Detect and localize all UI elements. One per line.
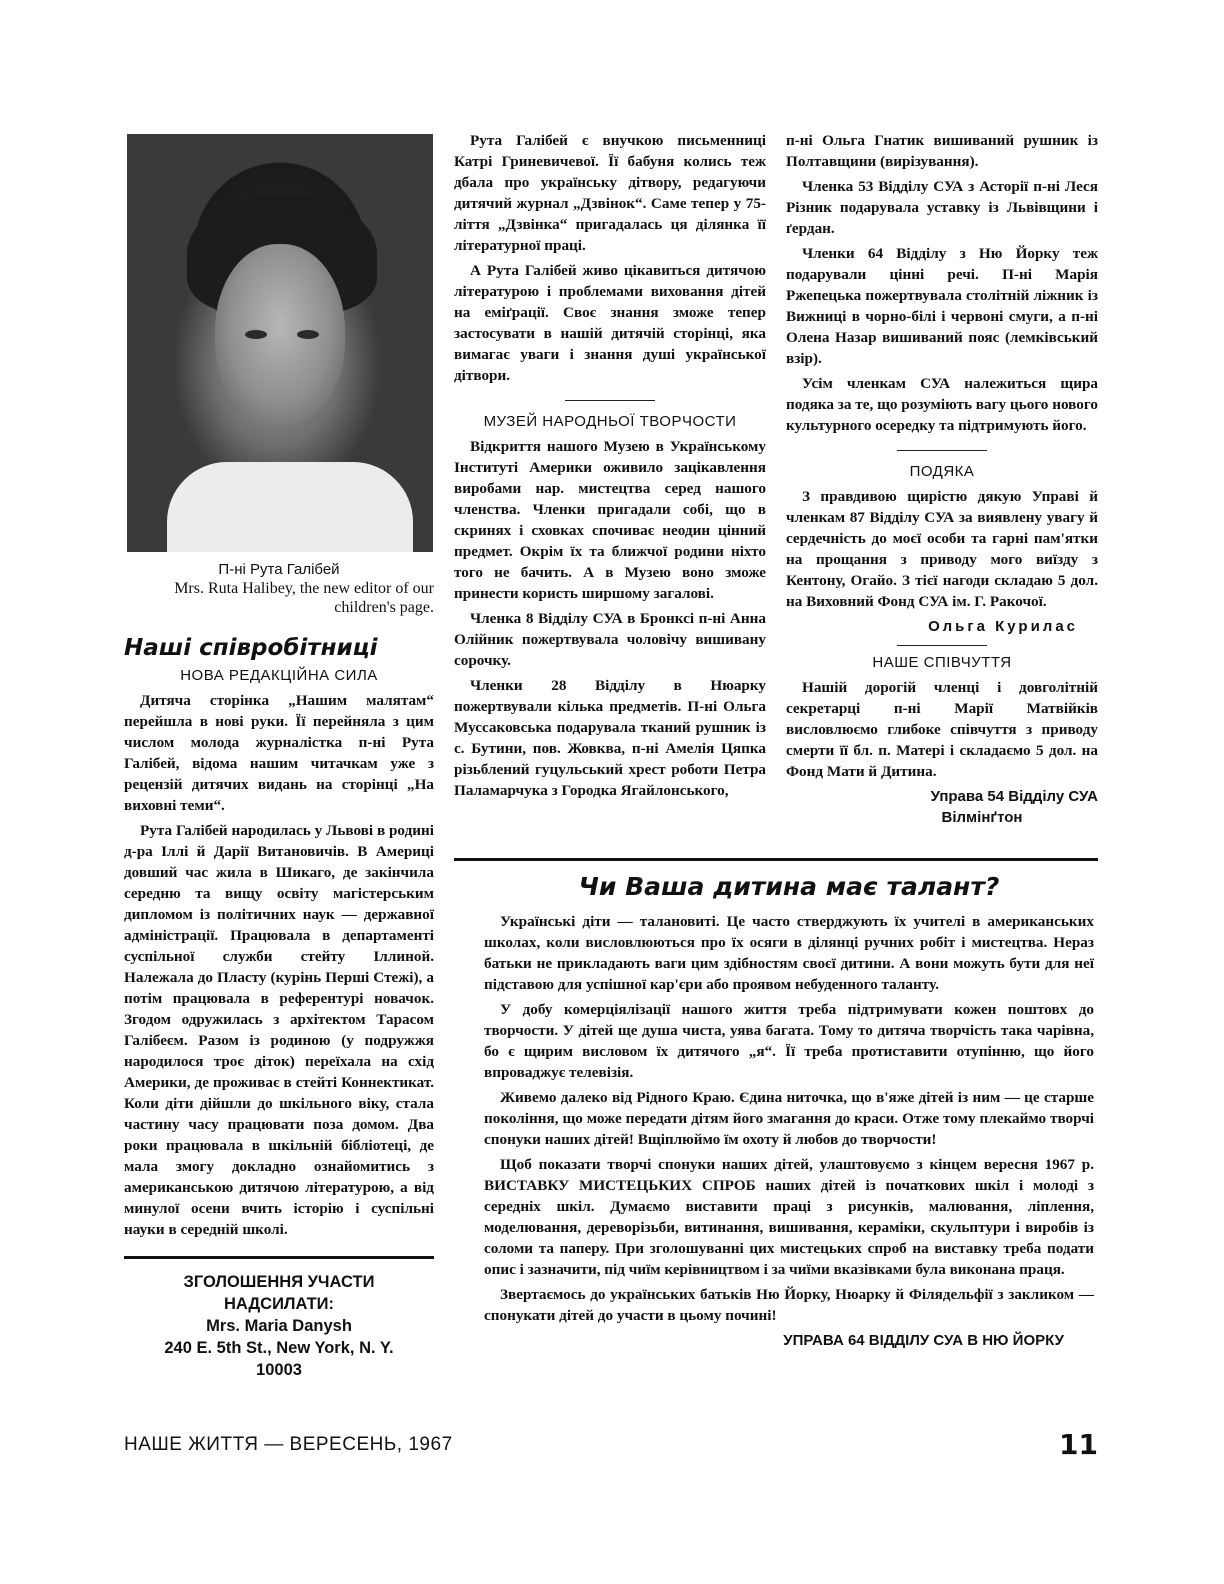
sympathy-signature: Управа 54 Відділу СУА <box>930 788 1098 805</box>
museum-title: МУЗЕЙ НАРОДНЬОЇ ТВОРЧОСТИ <box>483 413 737 430</box>
article-paragraph: Щоб показати творчі спонуки наших дітей, улаштовуємо з кінцем вересня 1967 р. ВИСТАВКУ МИСТЕЦЬКИХ СПРОБ наших дітей із початкових шкіл і молоді з середніх шкіл. Думаємо виставити праці з рисунків, малювання, ліплення, моделювання, дереворізьби, витинання, вишивання, кераміки, скульптури і виробів із соломи та паперу. При зголошуванні цих мистецьких спроб на виставку треба подати опис і зазначити, під чиїм керівництвом і за чиїми вказівками була виконана праця. <box>484 1156 1094 1278</box>
article-paragraph: п-ні Ольга Гнатик вишиваний рушник із Полтавщини (вирізування). <box>786 132 1098 170</box>
article-paragraph: Дитяча сторінка „Нашим малятам“ перейшла в нові руки. Її перейняла з цим числом молода журналістка п-ні Рута Галібей, відома нашим читачкам уже з рецензій дитячих видань на сторінці „На виховні теми“. <box>124 692 434 814</box>
column-right <box>786 130 1098 828</box>
article-paragraph: Членки 64 Відділу з Ню Йорку теж подарували цінні речі. П-ні Марія Ржепецька пожертвувала столітній ліжник із Вижниці в чорно-білі і червоні смуги, а п-ні Олена Назар вишиваний пояс (лемківський взір). <box>786 245 1098 367</box>
thanks-text: З правдивою щирістю дякую Управі й членкам 87 Відділу СУА за виявлену увагу й сердечність до моєї особи та гарні пам'ятки на прощання з приводу мого виїзду з Кентону, Огайо. З тієї нагоди складаю 5 дол. на Виховний Фонд СУА ім. Г. Ракочої. <box>786 488 1098 610</box>
section-title: Наші співробітниці <box>124 635 378 661</box>
notice-name: Mrs. Maria Danysh <box>206 1317 352 1335</box>
caption-en: Mrs. Ruta Halibey, the new editor of our children's page. <box>174 580 434 616</box>
article-paragraph: Рута Галібей є внучкою письменниці Катрі Гриневичевої. Її бабуня колись теж дбала про українську дітвору, редагуючи дитячий журнал „Дзвінок“. Саме тепер у 75-ліття „Дзвінка“ пригадалась ця ділянка її літературної праці. <box>454 132 766 254</box>
article-paragraph: У добу комерціялізації нашого життя треба підтримувати кожен поштовх до творчости. У дітей ще душа чиста, уява багата. Тому то дитяча творчість така чарівна, бо є щирим висловом їх дитячого „я“. Її треба протиставити отупінню, що його впроваджує телевізія. <box>484 1001 1094 1081</box>
thanks-title: ПОДЯКА <box>909 463 975 480</box>
article-paragraph: Членка 53 Відділу СУА з Асторії п-ні Леся Різник подарувала уставку із Львівщини і ґердан. <box>786 178 1098 237</box>
magazine-footer: НАШЕ ЖИТТЯ — ВЕРЕСЕНЬ, 1967 <box>124 1434 453 1455</box>
notice-line: ЗГОЛОШЕННЯ УЧАСТИ <box>183 1273 375 1291</box>
registration-notice <box>124 1271 434 1381</box>
article-paragraph: Відкриття нашого Музею в Українському Інституті Америки оживило зацікавлення виробами нар. мистецтва серед нашого членства. Членки пригадали собі, що в скринях і сховках спочиває неодин цінний предмет. Окрім їх та ближчої родини ніхто того не бачить. А в Музею воно зможе принести користь ширшому загалові. <box>454 438 766 602</box>
divider <box>565 400 655 401</box>
article-paragraph: Живемо далеко від Рідного Краю. Єдина ниточка, що в'яже дітей із ним — це старше покоління, що може передати дітям його змагання до краси. Отже тому плекаймо творчі спонуки наших дітей! Вщіплюймо їм охоту й любов до творчости! <box>484 1089 1094 1148</box>
article-paragraph: Усім членкам СУА належиться щира подяка за те, що розуміють вагу цього нового культурного осередку та підтримують його. <box>786 375 1098 434</box>
notice-zip: 10003 <box>256 1361 302 1379</box>
column-middle <box>454 130 766 805</box>
sympathy-title: НАШЕ СПІВЧУТТЯ <box>872 654 1012 671</box>
sympathy-text: Нашій дорогій членці і довголітній секретарці п-ні Марії Матвійків висловлюємо глибоке співчуття з приводу смерти її бл. п. Матері і складаємо 5 дол. на Фонд Мати й Дитина. <box>786 679 1098 780</box>
notice-address: 240 E. 5th St., New York, N. Y. <box>164 1339 394 1357</box>
photo-caption <box>124 560 434 617</box>
divider <box>897 645 987 646</box>
thanks-signature: Ольга Курилас <box>928 618 1078 635</box>
divider <box>124 1256 434 1259</box>
article-paragraph: Рута Галібей народилась у Львові в родині д-ра Іллі й Дарії Витановичів. В Америці довший час жила в Шикаго, де закінчила середню та вищу освіту магістерським дипломом із політичних наук — державної адміністрації. Працювала в департаменті суспільної служби стейту Іллиной. Належала до Пласту (курінь Перші Стежі), а потім працювала в референтурі новачок. Згодом одружилась з архітектом Тарасом Галібеєм. Разом із родиною (у подружжя народилося троє діток) переїхала на схід Америки, де проживає в стейті Коннектикат. Коли діти дійшли до шкільного віку, стала частину часу працювати поза домом. Два роки працювала в шкільній бібліотеці, де мала змогу докладно ознайомитись з американською дитячою літературою, а від минулої осени вчить історію і суспільні науки в середній школі. <box>124 822 434 1238</box>
portrait-photo <box>127 134 433 552</box>
horizontal-divider <box>454 858 1098 861</box>
article-paragraph: Українські діти — талановиті. Це часто стверджують їх учителі в американських школах, коли висловлюються про їх осяги в ділянці ручних робіт і мистецтва. Нераз батьки не прикладають ваги цим здібностям своєї дитини. А вони можуть бути для неї підставою для успішної кар'єри або проявом небуденного таланту. <box>484 913 1094 993</box>
column-left <box>124 130 434 1381</box>
divider <box>897 450 987 451</box>
page-number: 11 <box>1059 1428 1098 1461</box>
article-paragraph: Членка 8 Відділу СУА в Бронксі п-ні Анна Олійник пожертвувала чоловічу вишивану сорочку. <box>454 610 766 669</box>
notice-line: НАДСИЛАТИ: <box>223 1295 335 1313</box>
article-paragraph: Звертаємось до українських батьків Ню Йорку, Нюарку й Філядельфії з закликом — спонукати дітей до участи в цьому почині! <box>484 1286 1094 1324</box>
article-paragraph: А Рута Галібей живо цікавиться дитячою літературою і проблемами виховання дітей на еміґрації. Своє знання зможе тепер застосувати в нашій дитячій сторінці, яка вимагає уваги і знання душі української дітвори. <box>454 262 766 384</box>
sympathy-location: Вілмінґтон <box>941 809 1023 826</box>
article-paragraph: Членки 28 Відділу в Нюарку пожертвували кілька предметів. П-ні Ольга Муссаковська подарувала тканий рушник із с. Бутини, пов. Жовква, п-ні Амелія Цяпка різьблений гуцульський хрест роботи Петра Паламарчука з Городка Ягайлонського, <box>454 677 766 799</box>
talent-title: Чи Ваша дитина має талант? <box>578 872 1000 901</box>
talent-article <box>484 872 1094 1351</box>
talent-signature: УПРАВА 64 ВІДДІЛУ СУА В НЮ ЙОРКУ <box>783 1332 1064 1349</box>
caption-uk: П-ні Рута Галібей <box>218 561 340 578</box>
subhead-new-editor: НОВА РЕДАКЦІЙНА СИЛА <box>180 667 378 684</box>
